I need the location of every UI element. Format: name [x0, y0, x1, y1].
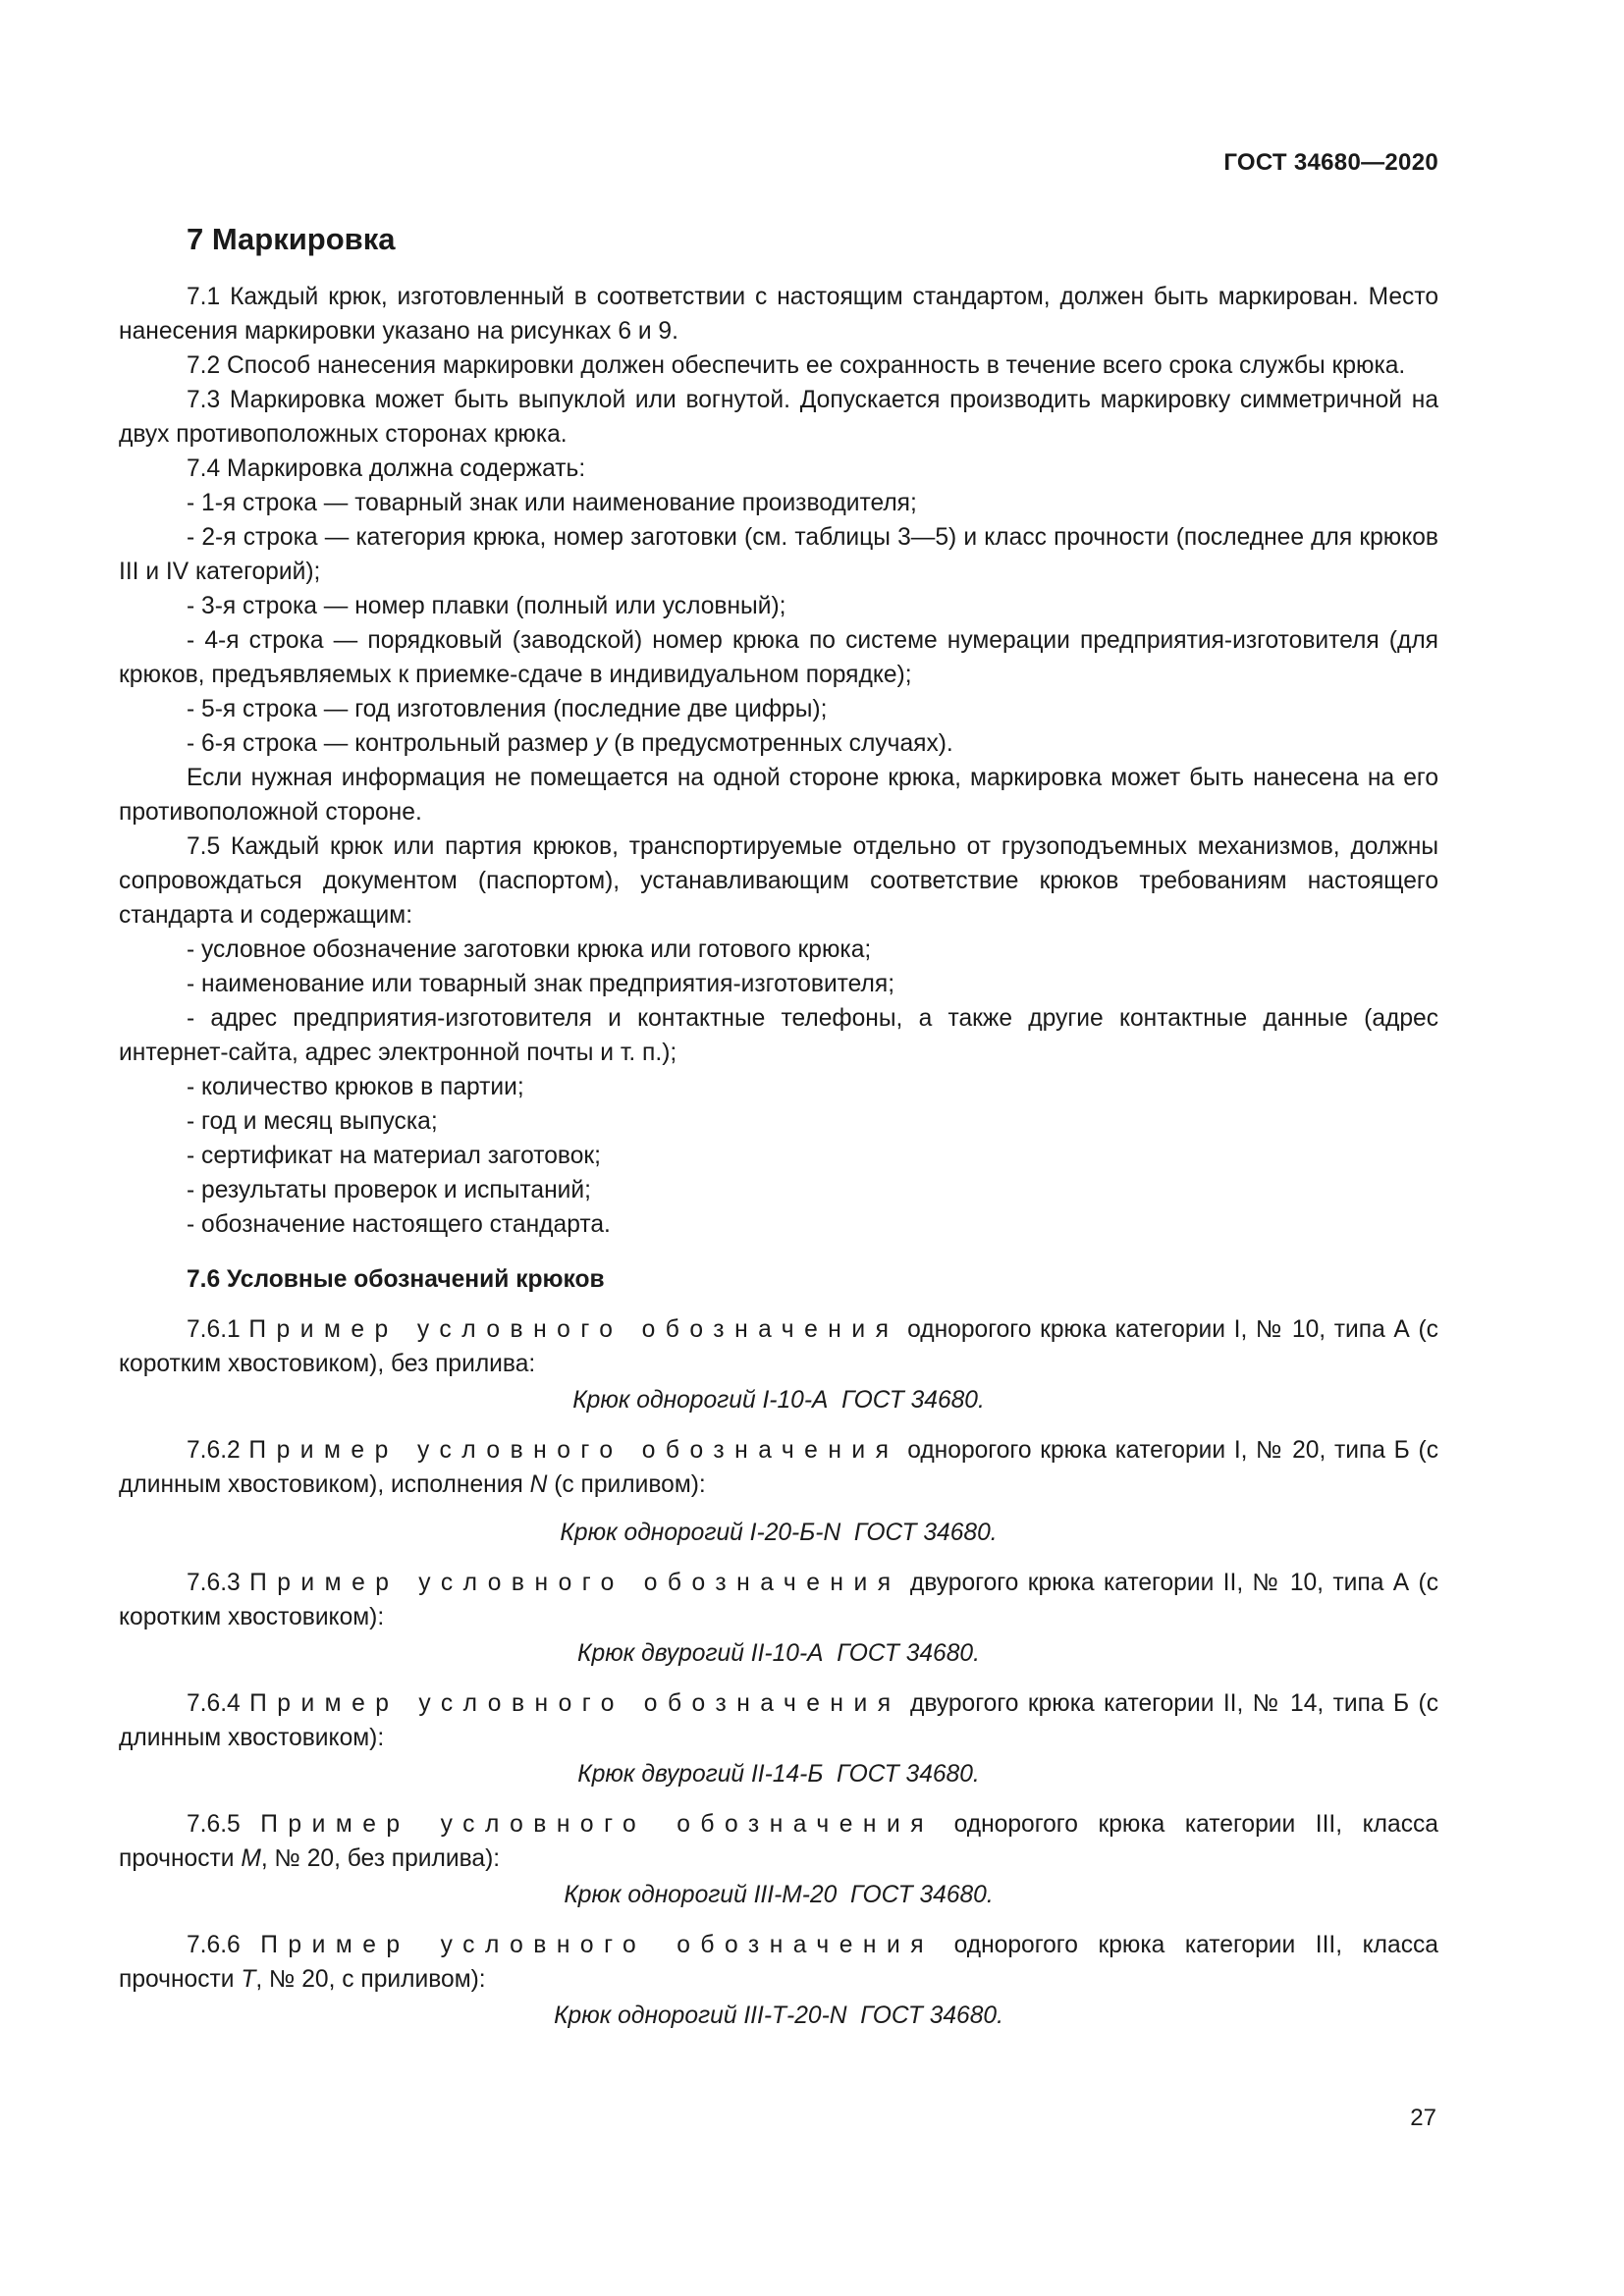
list-item: - 3-я строка — номер плавки (полный или условный);	[187, 593, 786, 619]
designation-formula: Крюк однорогий III-Т-20-N ГОСТ 34680.	[554, 2002, 1003, 2029]
paragraph-7-4-note: Если нужная информация не помещается на одной стороне крюка, маркировка может быть нанесена на его противоположной стороне.	[119, 765, 1438, 826]
paragraph-7-3: 7.3 Маркировка может быть выпуклой или вогнутой. Допускается производить маркировку симметричной на двух противоположных сторонах крюка.	[119, 387, 1438, 448]
list-item: - условное обозначение заготовки крюка или готового крюка;	[187, 936, 872, 963]
example-text	[119, 1928, 1438, 1997]
designation-example	[119, 1807, 1438, 1912]
example-description: однорогого крюка категории III, класса прочности	[119, 1811, 1438, 1872]
list-item	[119, 726, 1438, 761]
example-number: 7.6.5	[187, 1811, 241, 1838]
example-description: однорогого крюка категории III, класса прочности	[119, 1932, 1438, 1993]
document-header-id: ГОСТ 34680—2020	[1223, 149, 1438, 176]
example-description: (с приливом):	[547, 1471, 706, 1498]
example-label: Пример условного обозначения	[249, 1690, 901, 1717]
list-item: - 5-я строка — год изготовления (последние две цифры);	[187, 696, 828, 722]
example-number: 7.6.3	[187, 1570, 241, 1596]
page-number: 27	[1410, 2105, 1436, 2131]
variable-symbol: М	[241, 1845, 261, 1872]
example-text	[119, 1433, 1438, 1502]
list-item: - наименование или товарный знак предприятия-изготовителя;	[187, 971, 895, 997]
list-item: - обозначение настоящего стандарта.	[187, 1211, 611, 1238]
subsection-title: 7.6 Условные обозначений крюков	[187, 1266, 605, 1293]
list-item: - 1-я строка — товарный знак или наименование производителя;	[187, 490, 917, 516]
designation-formula: Крюк двурогий II-10-А ГОСТ 34680.	[577, 1640, 980, 1667]
list-item: - год и месяц выпуска;	[187, 1108, 438, 1135]
example-label: Пример условного обозначения	[248, 1316, 899, 1343]
designation-formula: Крюк однорогий I-20-Б-N ГОСТ 34680.	[560, 1520, 998, 1546]
list-item: - результаты проверок и испытаний;	[187, 1177, 591, 1203]
designation-example	[119, 1928, 1438, 2033]
list-item: - сертификат на материал заготовок;	[187, 1143, 601, 1169]
page-content	[119, 220, 1438, 2033]
designation-example	[119, 1433, 1438, 1550]
designation-formula: Крюк двурогий II-14-Б ГОСТ 34680.	[577, 1761, 980, 1788]
paragraph-7-5: 7.5 Каждый крюк или партия крюков, транспортируемые отдельно от грузоподъемных механизмов, должны сопровождаться документом (паспортом), устанавливающим соответствие крюков требованиям настоящего стандарта и содержащим:	[119, 833, 1438, 929]
example-number: 7.6.2	[187, 1437, 241, 1464]
example-description: однорогого крюка категории I, № 20, типа Б (с длинным хвостовиком), исполнения	[119, 1437, 1438, 1498]
example-number: 7.6.4	[187, 1690, 241, 1717]
list-item-text: - 6-я строка — контрольный размер	[187, 730, 596, 757]
example-number: 7.6.1	[187, 1316, 241, 1343]
example-label: Пример условного обозначения	[249, 1570, 901, 1596]
example-description: , № 20, без прилива):	[260, 1845, 501, 1872]
paragraph-7-1: 7.1 Каждый крюк, изготовленный в соответствии с настоящим стандартом, должен быть маркирован. Место нанесения маркировки указано на рисунках 6 и 9.	[119, 284, 1438, 345]
designation-formula: Крюк однорогий I-10-А ГОСТ 34680.	[572, 1387, 985, 1414]
designation-example	[119, 1312, 1438, 1417]
example-text	[119, 1566, 1438, 1634]
example-description: двурогого крюка категории II, № 10, типа А (с коротким хвостовиком):	[119, 1570, 1438, 1630]
example-text	[119, 1807, 1438, 1876]
example-description: двурогого крюка категории II, № 14, типа Б (с длинным хвостовиком):	[119, 1690, 1438, 1751]
list-item-text: (в предусмотренных случаях).	[607, 730, 953, 757]
example-label: Пример условного обозначения	[260, 1932, 935, 1958]
example-text	[119, 1686, 1438, 1755]
designation-example	[119, 1686, 1438, 1791]
list-item: - количество крюков в партии;	[187, 1074, 524, 1100]
example-description: однорогого крюка категории I, № 10, типа А (с коротким хвостовиком), без прилива:	[119, 1316, 1438, 1377]
list-item: - адрес предприятия-изготовителя и контактные телефоны, а также другие контактные данные (адрес интернет-сайта, адрес электронной почты и т. п.);	[119, 1005, 1438, 1066]
variable-symbol: N	[529, 1471, 548, 1498]
section-title: 7 Маркировка	[187, 222, 396, 256]
variable-symbol: Т	[241, 1966, 256, 1993]
example-text	[119, 1312, 1438, 1381]
paragraph-7-4: 7.4 Маркировка должна содержать:	[187, 455, 586, 482]
example-label: Пример условного обозначения	[260, 1811, 935, 1838]
example-number: 7.6.6	[187, 1932, 241, 1958]
variable-symbol: y	[595, 730, 608, 757]
list-item: - 2-я строка — категория крюка, номер заготовки (см. таблицы 3—5) и класс прочности (последнее для крюков III и IV категорий);	[119, 524, 1438, 585]
designation-example	[119, 1566, 1438, 1671]
paragraph-7-2: 7.2 Способ нанесения маркировки должен обеспечить ее сохранность в течение всего срока службы крюка.	[187, 352, 1406, 379]
list-item: - 4-я строка — порядковый (заводской) номер крюка по системе нумерации предприятия-изготовителя (для крюков, предъявляемых к приемке-сдаче в индивидуальном порядке);	[119, 627, 1438, 688]
designation-formula: Крюк однорогий III-М-20 ГОСТ 34680.	[564, 1882, 994, 1908]
example-label: Пример условного обозначения	[248, 1437, 899, 1464]
example-description: , № 20, с приливом):	[255, 1966, 486, 1993]
